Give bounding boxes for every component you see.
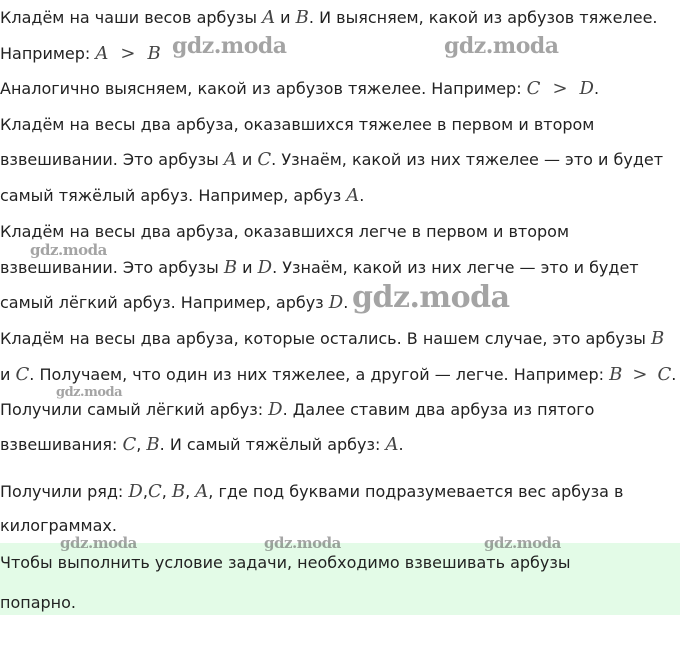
step-line-3 [0, 79, 599, 99]
math-var: C [15, 364, 30, 385]
math-var: A [385, 434, 399, 455]
text: самый тяжёлый арбуз. Например, арбуз [0, 186, 347, 205]
math-operator: > [632, 364, 648, 385]
watermark: gdz.moda [56, 385, 123, 400]
math-var: D [257, 257, 273, 278]
math-var: C [526, 78, 541, 99]
text: килограммах. [0, 516, 117, 535]
math-var: D [268, 399, 283, 420]
text: и [237, 258, 258, 277]
text: . Узнаём, какой из них легче — это и будет [272, 258, 639, 277]
watermark: gdz.moda [60, 534, 137, 552]
math-var: A [223, 149, 237, 170]
text: самый лёгкий арбуз. Например, арбуз [0, 293, 329, 312]
math-var: A [95, 43, 109, 64]
math-var: C [147, 481, 162, 502]
watermark: gdz.moda [484, 534, 561, 552]
text: . [359, 186, 365, 205]
math-var: B [651, 328, 665, 349]
watermark: gdz.moda [30, 241, 107, 259]
step-line-15 [0, 516, 117, 536]
watermark: gdz.moda [172, 33, 287, 59]
math-var: B [171, 481, 186, 502]
math-var: B [295, 7, 309, 28]
math-var: B [147, 43, 161, 64]
text: Кладём на весы два арбуза, оказавшихся легче в первом и втором [0, 222, 570, 241]
text: Аналогично выясняем, какой из арбузов тяжелее. Например: [0, 79, 527, 98]
text: . И самый тяжёлый арбуз: [159, 435, 386, 454]
step-line-5 [0, 150, 663, 170]
text: Например: [0, 44, 96, 63]
math-var: C [122, 434, 137, 455]
watermark: gdz.moda [444, 33, 559, 59]
text: Получили самый лёгкий арбуз: [0, 400, 269, 419]
text: Кладём на чаши весов арбузы [0, 8, 263, 27]
text: . Узнаём, какой из них тяжелее — это и будет [271, 150, 664, 169]
step-line-13 [0, 435, 404, 455]
step-line-4 [0, 115, 594, 135]
text: , [136, 435, 147, 454]
text: Кладём на весы два арбуза, оказавшихся тяжелее в первом и втором [0, 115, 595, 134]
math-var: D [579, 78, 594, 99]
step-line-9 [0, 293, 348, 313]
step-line-11 [0, 365, 676, 385]
text: Кладём на весы два арбуза, которые остались. В нашем случае, это арбузы [0, 329, 652, 348]
step-line-12 [0, 400, 594, 420]
math-operator: > [120, 43, 136, 64]
watermark: gdz.moda [352, 280, 510, 315]
math-var: A [262, 7, 276, 28]
math-var: B [223, 257, 238, 278]
text: взвешивании. Это арбузы [0, 258, 224, 277]
text: и [275, 8, 296, 27]
step-line-7 [0, 222, 569, 242]
text: и [0, 365, 16, 384]
text: . [593, 79, 600, 98]
text: и [236, 150, 258, 169]
step-line-10 [0, 329, 664, 349]
math-var: B [609, 364, 623, 385]
text: . [671, 365, 677, 384]
math-var: D [328, 292, 344, 313]
conclusion-line-2: попарно. [0, 593, 77, 612]
text: . [343, 293, 349, 312]
math-var: A [195, 481, 209, 502]
text: Получили ряд: [0, 482, 129, 501]
text: взвешивания: [0, 435, 123, 454]
math-operator: > [552, 78, 568, 99]
text: взвешивании. Это арбузы [0, 150, 224, 169]
text: , [161, 482, 172, 501]
math-var: C [257, 149, 272, 170]
step-line-6 [0, 186, 364, 206]
text: . [398, 435, 404, 454]
text: , [142, 482, 148, 501]
conclusion-line-1: Чтобы выполнить условие задачи, необходимо взвешивать арбузы [0, 553, 571, 572]
text: . И выясняем, какой из арбузов тяжелее. [308, 8, 658, 27]
step-line-2 [0, 44, 161, 64]
math-var: B [146, 434, 160, 455]
step-line-14 [0, 482, 623, 502]
math-var: D [128, 481, 143, 502]
math-var: C [657, 364, 672, 385]
watermark: gdz.moda [264, 534, 341, 552]
text: , [185, 482, 196, 501]
math-var: A [346, 185, 360, 206]
step-line-1 [0, 8, 658, 28]
step-line-8 [0, 258, 639, 278]
text: , где под буквами подразумевается вес арбуза в [208, 482, 624, 501]
text: . Далее ставим два арбуза из пятого [282, 400, 595, 419]
text: . Получаем, что один из них тяжелее, а другой — легче. Например: [29, 365, 610, 384]
